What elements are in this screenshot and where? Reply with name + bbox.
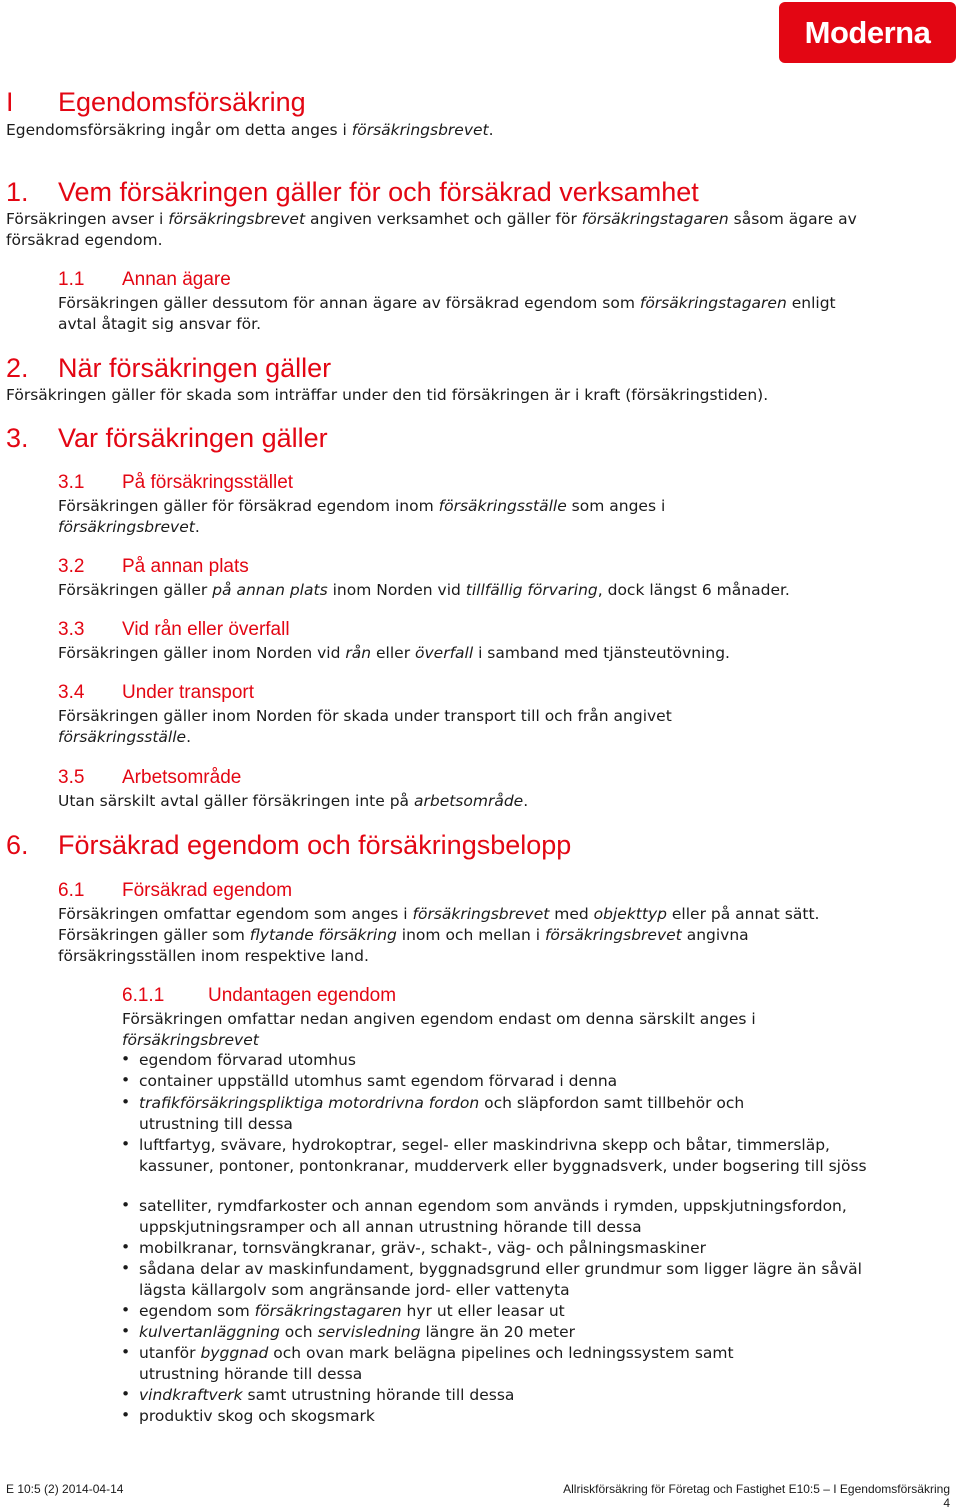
section-title: Egendomsförsäkring	[58, 87, 306, 117]
heading-2-title: När försäkringen gäller	[58, 353, 332, 383]
list-item: utanför byggnad och ovan mark belägna pipelines och ledningssystem samt utrustning hörande till dessa	[139, 1344, 734, 1383]
heading-3-4-title: Under transport	[122, 682, 255, 703]
heading-1-body: Försäkringen avser i försäkringsbrevet angiven verksamhet och gäller för försäkringstagaren såsom ägare av försäkrad egendom.	[6, 210, 857, 249]
heading-6-1-body: Försäkringen omfattar egendom som anges i försäkringsbrevet med objekttyp eller på annat sätt. Försäkringen gäller som flytande försäkring inom och mellan i försäkringsbrevet angivna försäkringsställen inom respektive land.	[58, 905, 820, 965]
heading-6-1-1-number: 6.1.1	[122, 985, 165, 1006]
heading-3-2-number: 3.2	[58, 556, 85, 577]
heading-3-4-number: 3.4	[58, 682, 85, 703]
bullet-icon: •	[121, 1301, 131, 1319]
heading-3-4-body: Försäkringen gäller inom Norden för skada under transport till och från angivet försäkringsställe.	[58, 707, 672, 746]
list-item: trafikförsäkringspliktiga motordrivna fordon och släpfordon samt tillbehör och utrustning till dessa	[139, 1094, 745, 1133]
heading-3-2-body: Försäkringen gäller på annan plats inom Norden vid tillfällig förvaring, dock längst 6 månader.	[58, 581, 790, 599]
moderna-logo: Moderna	[779, 2, 956, 63]
bullet-icon: •	[121, 1238, 131, 1256]
heading-1-title: Vem försäkringen gäller för och försäkrad verksamhet	[58, 177, 699, 207]
heading-3-2-title: På annan plats	[122, 556, 249, 577]
bullet-icon: •	[121, 1050, 131, 1068]
heading-3-5-title: Arbetsområde	[122, 767, 242, 788]
bullet-icon: •	[121, 1406, 131, 1424]
list-item: sådana delar av maskinfundament, byggnadsgrund eller grundmur som ligger lägre än såväl lägsta källargolv som angränsande jord- eller vattenyta	[139, 1260, 862, 1299]
heading-3-1-number: 3.1	[58, 472, 85, 493]
heading-6-1-title: Försäkrad egendom	[122, 880, 293, 901]
heading-3-3-number: 3.3	[58, 619, 85, 640]
list-item: container uppställd utomhus samt egendom förvarad i denna	[139, 1072, 618, 1090]
heading-3-1-body: Försäkringen gäller för försäkrad egendom inom försäkringsställe som anges i försäkringsbrevet.	[58, 497, 666, 536]
list-item: luftfartyg, svävare, hydrokoptrar, segel- eller maskindrivna skepp och båtar, timmersläp, kassuner, pontoner, pontonkranar, mudderverk eller byggnadsverk, under bogsering till sjöss	[139, 1136, 867, 1175]
list-item: produktiv skog och skogsmark	[139, 1407, 375, 1425]
bullet-icon: •	[121, 1071, 131, 1089]
heading-2-body: Försäkringen gäller för skada som inträffar under den tid försäkringen är i kraft (försäkringstiden).	[6, 386, 769, 404]
heading-3-3-title: Vid rån eller överfall	[122, 619, 290, 640]
bullet-icon: •	[121, 1093, 131, 1111]
heading-1-1-body: Försäkringen gäller dessutom för annan ägare av försäkrad egendom som försäkringstagaren enligt avtal åtagit sig ansvar för.	[58, 294, 836, 333]
heading-6-number: 6.	[6, 830, 29, 860]
heading-3-number: 3.	[6, 423, 29, 453]
list-item: vindkraftverk samt utrustning hörande till dessa	[139, 1386, 515, 1404]
section-intro: Egendomsförsäkring ingår om detta anges i försäkringsbrevet.	[6, 121, 494, 139]
bullet-icon: •	[121, 1259, 131, 1277]
heading-2-number: 2.	[6, 353, 29, 383]
heading-3-3-body: Försäkringen gäller inom Norden vid rån eller överfall i samband med tjänsteutövning.	[58, 644, 730, 662]
bullet-icon: •	[121, 1196, 131, 1214]
bullet-icon: •	[121, 1385, 131, 1403]
page-number: 4	[943, 1496, 950, 1510]
heading-3-title: Var försäkringen gäller	[58, 423, 328, 453]
heading-6-title: Försäkrad egendom och försäkringsbelopp	[58, 830, 572, 860]
bullet-icon: •	[121, 1135, 131, 1153]
heading-6-1-1-title: Undantagen egendom	[208, 985, 397, 1006]
heading-1-1-title: Annan ägare	[122, 269, 231, 290]
footer-document-id: E 10:5 (2) 2014-04-14	[6, 1482, 124, 1496]
list-item: egendom som försäkringstagaren hyr ut eller leasar ut	[139, 1302, 565, 1320]
list-item: kulvertanläggning och servisledning längre än 20 meter	[139, 1323, 575, 1341]
heading-1-number: 1.	[6, 177, 29, 207]
heading-6-1-1-body: Försäkringen omfattar nedan angiven egendom endast om denna särskilt anges i försäkringsbrevet	[122, 1010, 756, 1049]
section-number: I	[6, 87, 14, 117]
bullet-icon: •	[121, 1343, 131, 1361]
list-item: mobilkranar, tornsvängkranar, gräv-, schakt-, väg- och pålningsmaskiner	[139, 1239, 707, 1257]
heading-3-1-title: På försäkringsstället	[122, 472, 294, 493]
list-item: egendom förvarad utomhus	[139, 1051, 356, 1069]
list-item: satelliter, rymdfarkoster och annan egendom som används i rymden, uppskjutningsfordon, uppskjutningsramper och all annan utrustning hörande till dessa	[139, 1197, 847, 1236]
heading-6-1-number: 6.1	[58, 880, 85, 901]
heading-3-5-number: 3.5	[58, 767, 85, 788]
heading-3-5-body: Utan särskilt avtal gäller försäkringen inte på arbetsområde.	[58, 792, 529, 810]
bullet-icon: •	[121, 1322, 131, 1340]
footer-document-title: Allriskförsäkring för Företag och Fastighet E10:5 – I Egendomsförsäkring	[563, 1482, 950, 1496]
heading-1-1-number: 1.1	[58, 269, 85, 290]
